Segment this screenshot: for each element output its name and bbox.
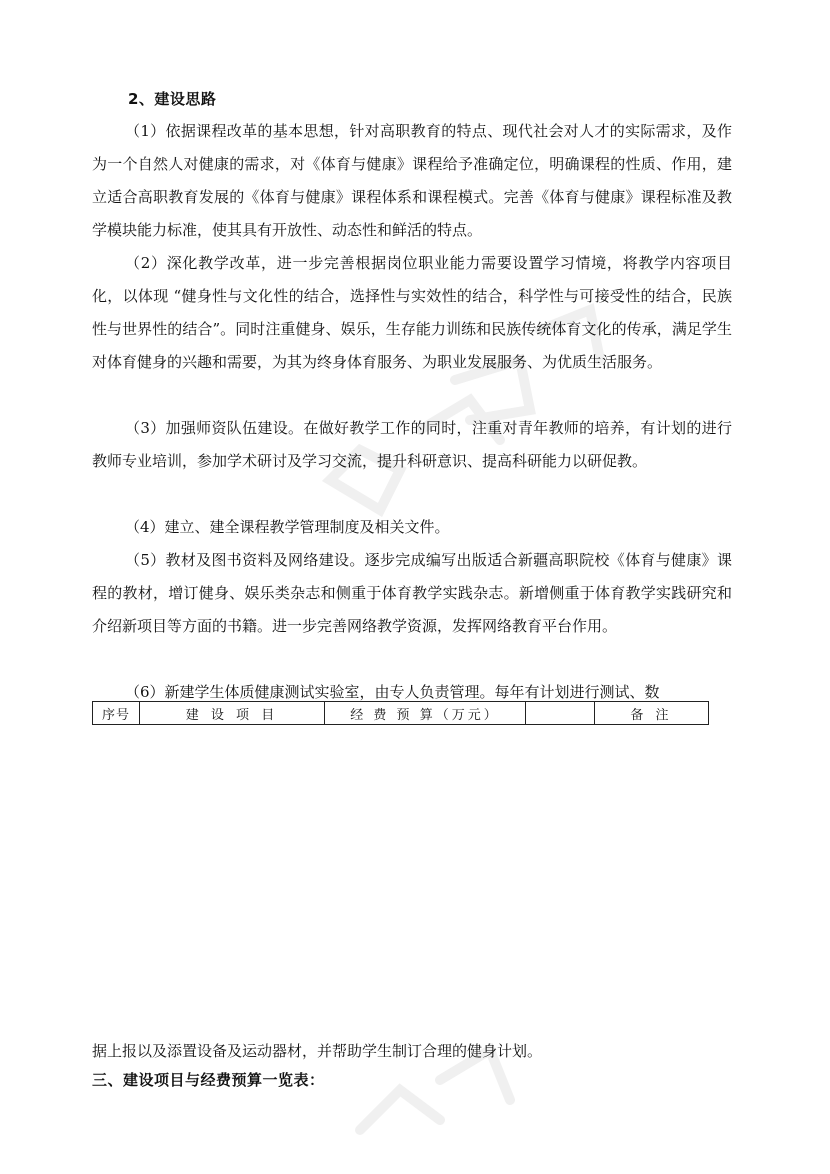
column-budget: 经 费 预 算（万元） xyxy=(325,702,526,725)
paragraph-1: （1）依据课程改革的基本思想，针对高职教育的特点、现代社会对人才的实际需求，及作为一个自然人对健康的需求，对《体育与健康》课程给予准确定位，明确课程的性质、作用，建立适合高职教育发展的《体育与健康》课程体系和课程模式。完善《体育与健康》课程标准及教学模块能力标准，使其具有开放性、动态性和鲜活的特点。 xyxy=(92,122,732,239)
paragraph-6: （6）新建学生体质健康测试实验室，由专人负责管理。每年有计划进行测试、数 xyxy=(125,683,660,701)
section-heading-approach: 2、建设思路 xyxy=(128,90,217,108)
paragraph-6-continuation: 据上报以及添置设备及运动器材，并帮助学生制订合理的健身计划。 xyxy=(92,1042,543,1060)
budget-table xyxy=(92,701,709,725)
column-remarks: 备 注 xyxy=(595,702,709,725)
paragraph-5: （5）教材及图书资料及网络建设。逐步完成编写出版适合新疆高职院校《体育与健康》课程的教材，增订健身、娱乐类杂志和侧重于体育教学实践杂志。新增侧重于体育教学实践研究和介绍新项目等方面的书籍。进一步完善网络教学资源，发挥网络教育平台作用。 xyxy=(92,551,732,635)
column-project: 建 设 项 目 xyxy=(140,702,325,725)
paragraph-2: （2）深化教学改革，进一步完善根据岗位职业能力需要设置学习情境，将教学内容项目化，以体现 “健身性与文化性的结合，选择性与实效性的结合，科学性与可接受性的结合，民族性与世界性的结合”。同时注重健身、娱乐，生存能力训练和民族传统体育文化的传承，满足学生对体育健身的兴趣和需要，为其为终身体育服务、为职业发展服务、为优质生活服务。 xyxy=(92,254,732,371)
paragraph-3: （3）加强师资队伍建设。在做好教学工作的同时，注重对青年教师的培养，有计划的进行教师专业培训，参加学术研讨及学习交流，提升科研意识、提高科研能力以研促教。 xyxy=(92,419,732,470)
column-index: 序号 xyxy=(93,702,140,725)
column-blank xyxy=(526,702,595,725)
budget-table-header-row xyxy=(93,702,709,725)
paragraph-4: （4）建立、建全课程教学管理制度及相关文件。 xyxy=(125,518,450,536)
section-heading-budget: 三、建设项目与经费预算一览表： xyxy=(92,1071,325,1089)
